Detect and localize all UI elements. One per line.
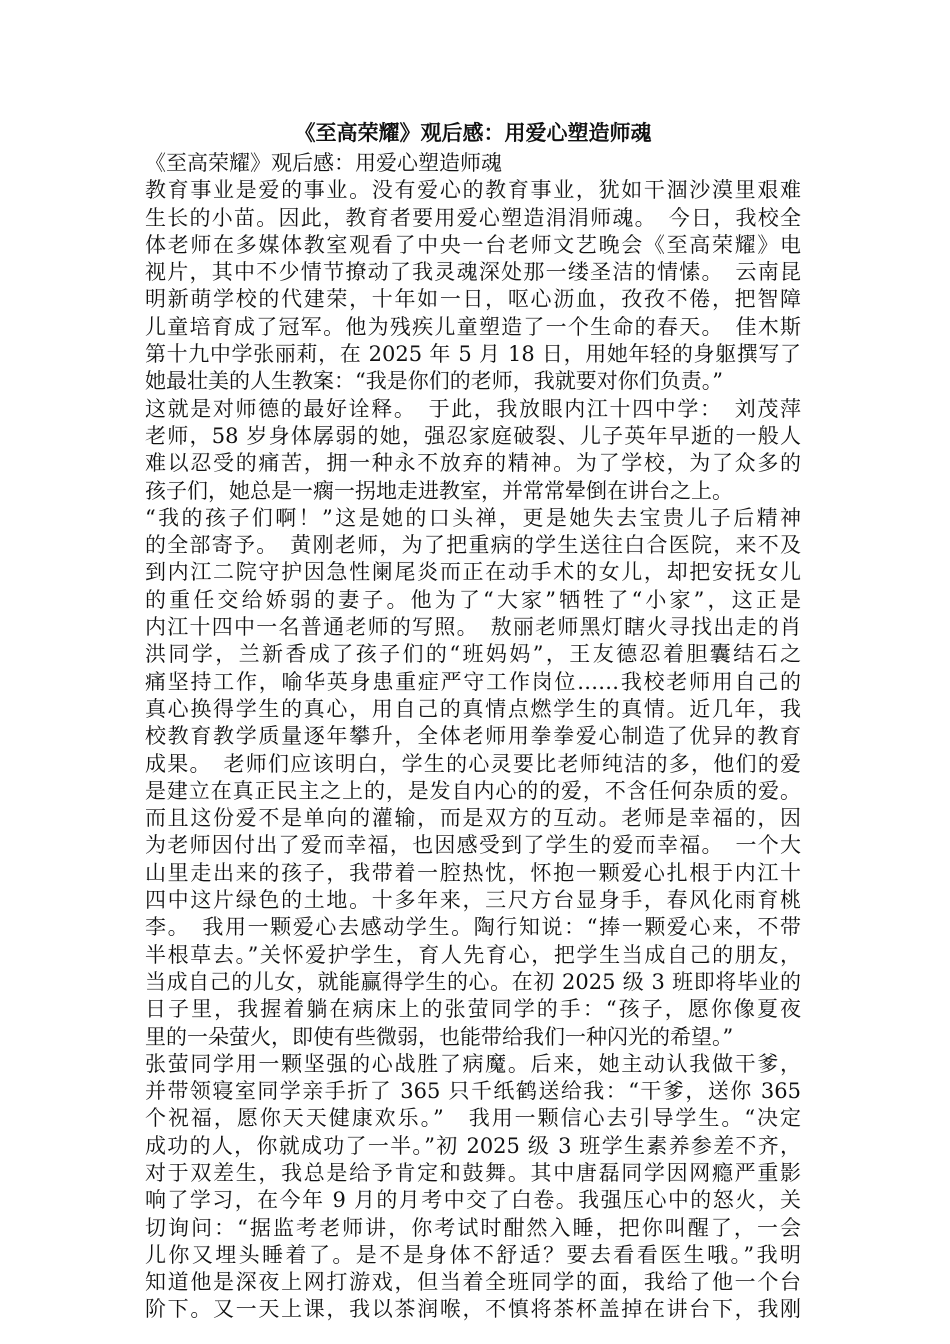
body-text-line: 张萤同学用一颗坚强的心战胜了病魔。后来，她主动认我做干爹， (145, 1051, 801, 1076)
body-text-line: 体老师在多媒体教室观看了中央一台老师文艺晚会《至高荣耀》电 (145, 232, 801, 257)
body-text-line: 个祝福，愿你天天健康欢乐。” 我用一颗信心去引导学生。“决定 (145, 1106, 801, 1131)
body-text-line: 当成自己的儿女，就能赢得学生的心。在初 2025 级 3 班即将毕业的 (145, 969, 801, 994)
document-title: 《至高荣耀》观后感：用爱心塑造师魂 (294, 121, 652, 145)
body-text-line: 这就是对师德的最好诠释。 于此，我放眼内江十四中学： 刘茂萍 (145, 396, 801, 421)
body-text-line: 四中这片绿色的土地。十多年来，三尺方台显身手，春风化雨育桃 (145, 888, 801, 913)
body-text-line: 视片，其中不少情节撩动了我灵魂深处那一缕圣洁的情愫。 云南昆 (145, 260, 801, 285)
body-text-line: 孩子们，她总是一瘸一拐地走进教室，并常常晕倒在讲台之上。 (145, 478, 733, 503)
body-text-line: 痛坚持工作，喻华英身患重症严守工作岗位……我校老师用自己的 (145, 669, 801, 694)
body-text-line: 切询问：“据监考老师讲，你考试时酣然入睡，把你叫醒了，一会 (145, 1215, 801, 1240)
body-text-line: 对于双差生，我总是给予肯定和鼓舞。其中唐磊同学因网瘾严重影 (145, 1160, 801, 1185)
body-text-line: 阶下。又一天上课，我以茶润喉，不慎将茶杯盖掉在讲台下，我刚 (145, 1297, 801, 1322)
body-text-line: 而且这份爱不是单向的灌输，而是双方的互动。老师是幸福的，因 (145, 806, 801, 831)
body-text-line: 并带领寝室同学亲手折了 365 只千纸鹤送给我：“干爹，送你 365 (145, 1079, 801, 1104)
document-body (145, 150, 801, 1324)
body-text-line: 她最壮美的人生教案：“我是你们的老师，我就要对你们负责。” (145, 369, 723, 394)
body-text-line: 内江十四中一名普通老师的写照。 敖丽老师黑灯瞎火寻找出走的肖 (145, 615, 801, 640)
body-text-line: 儿你又埋头睡着了。是不是身体不舒适？要去看看医生哦。”我明 (145, 1242, 801, 1267)
body-text-line: 日子里，我握着躺在病床上的张萤同学的手：“孩子，愿你像夏夜 (145, 997, 801, 1022)
body-text-line: 教育事业是爱的事业。没有爱心的教育事业，犹如干涸沙漠里艰难 (145, 178, 801, 203)
body-text-line: 校教育教学质量逐年攀升，全体老师用拳拳爱心制造了优异的教育 (145, 724, 801, 749)
body-text-line: 是建立在真正民主之上的，是发自内心的的爱，不含任何杂质的爱。 (145, 778, 801, 803)
body-text-line: 真心换得学生的真心，用自己的真情点燃学生的真情。近几年，我 (145, 696, 801, 721)
body-text-line: 成果。 老师们应该明白，学生的心灵要比老师纯洁的多，他们的爱 (145, 751, 801, 776)
document-subtitle-line: 《至高荣耀》观后感：用爱心塑造师魂 (145, 151, 502, 175)
body-text-line: 儿童培育成了冠军。他为残疾儿童塑造了一个生命的春天。 佳木斯 (145, 314, 801, 339)
body-text-line: “我的孩子们啊！”这是她的口头禅，更是她失去宝贵儿子后精神 (145, 505, 801, 530)
body-text-line: 的重任交给娇弱的妻子。他为了“大家”牺牲了“小家”，这正是 (145, 587, 801, 612)
body-text-line: 里的一朵萤火，即使有些微弱，也能带给我们一种闪光的希望。” (145, 1024, 734, 1049)
body-text-line: 到内江二院守护因急性阑尾炎而正在动手术的女儿，却把安抚女儿 (145, 560, 801, 585)
body-text-line: 知道他是深夜上网打游戏，但当着全班同学的面，我给了他一个台 (145, 1270, 801, 1295)
body-text-line: 明新萌学校的代建荣，十年如一日，呕心沥血，孜孜不倦，把智障 (145, 287, 801, 312)
body-text-line: 洪同学，兰新香成了孩子们的“班妈妈”，王友德忍着胆囊结石之 (145, 642, 801, 667)
body-text-line: 李。 我用一颗爱心去感动学生。陶行知说：“捧一颗爱心来，不带 (145, 915, 801, 940)
body-text-line: 为老师因付出了爱而幸福，也因感受到了学生的爱而幸福。 一个大 (145, 833, 801, 858)
body-text-line: 成功的人，你就成功了一半。”初 2025 级 3 班学生素养参差不齐， (145, 1133, 801, 1158)
body-text-line: 第十九中学张丽莉，在 2025 年 5 月 18 日，用她年轻的身躯撰写了 (145, 342, 801, 367)
body-text-line: 山里走出来的孩子，我带着一腔热忱，怀抱一颗爱心扎根于内江十 (145, 860, 801, 885)
body-text-line: 半根草去。”关怀爱护学生，育人先育心，把学生当成自己的朋友， (145, 942, 801, 967)
body-text-line: 的全部寄予。 黄刚老师，为了把重病的学生送往白合医院，来不及 (145, 533, 801, 558)
body-text-line: 老师，58 岁身体孱弱的她，强忍家庭破裂、儿子英年早逝的一般人 (145, 423, 801, 448)
body-text-line: 难以忍受的痛苦，拥一种永不放弃的精神。为了学校，为了众多的 (145, 451, 801, 476)
body-text-line: 响了学习，在今年 9 月的月考中交了白卷。我强压心中的怒火，关 (145, 1188, 801, 1213)
body-text-line: 生长的小苗。因此，教育者要用爱心塑造涓涓师魂。 今日，我校全 (145, 205, 801, 230)
